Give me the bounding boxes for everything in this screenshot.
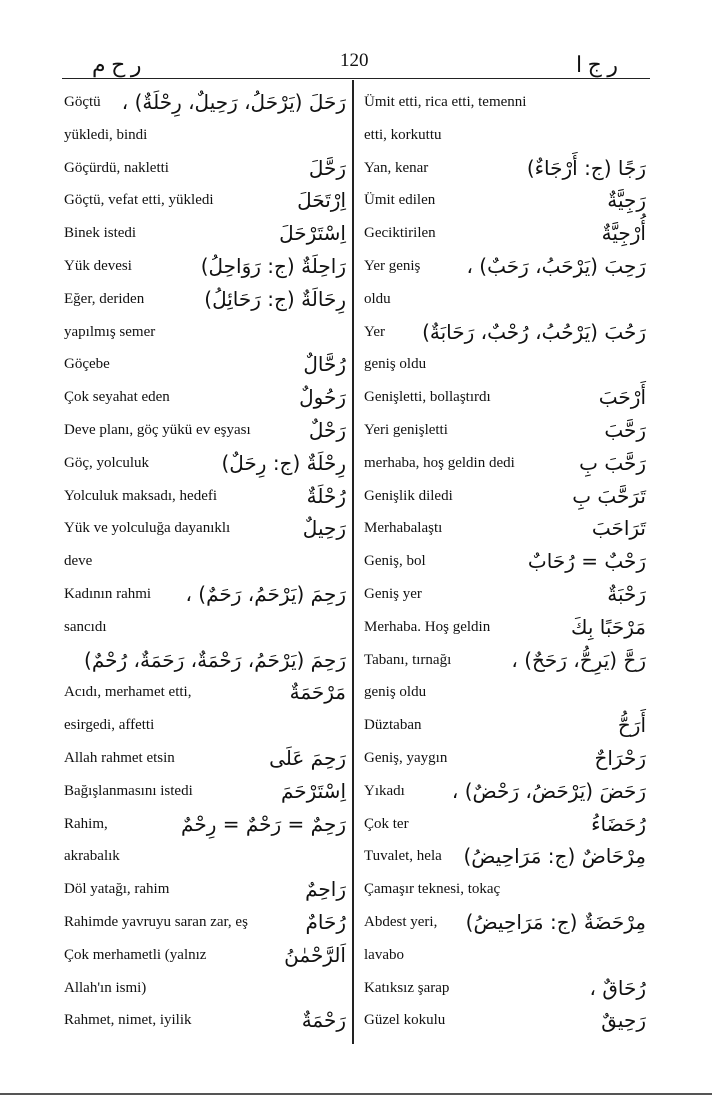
dictionary-entry	[364, 283, 646, 316]
turkish-meaning: Çamaşır teknesi, tokaç	[364, 881, 501, 898]
arabic-headword: رَحِيلٌ	[302, 516, 346, 541]
arabic-headword: أُرْجِيَّةٌ	[601, 221, 646, 246]
turkish-meaning: Çok merhametli (yalnız	[64, 946, 207, 963]
turkish-meaning: Yük devesi	[64, 257, 132, 274]
turkish-meaning: Yıkadı	[364, 782, 405, 799]
arabic-headword: رَجًا (ج: أَرْجَاءٌ)	[526, 155, 646, 180]
dictionary-entry	[64, 447, 346, 480]
turkish-meaning: Ümit edilen	[364, 192, 436, 209]
dictionary-entry	[64, 873, 346, 906]
turkish-meaning: Göç, yolculuk	[64, 454, 149, 471]
dictionary-entry	[364, 840, 646, 873]
dictionary-entry	[364, 644, 646, 677]
turkish-meaning: Yeri genişletti	[364, 421, 448, 438]
dictionary-entry	[364, 873, 646, 906]
turkish-meaning: Yer	[364, 323, 385, 340]
dictionary-entry	[364, 414, 646, 447]
dictionary-entry	[64, 348, 346, 381]
dictionary-entry	[64, 578, 346, 611]
dictionary-entry	[64, 283, 346, 316]
turkish-meaning: akrabalık	[64, 848, 120, 865]
arabic-headword: رُحَامٌ	[305, 909, 346, 934]
dictionary-entry	[364, 348, 646, 381]
turkish-meaning: Acıdı, merhamet etti,	[64, 684, 192, 701]
dictionary-entry	[364, 316, 646, 349]
dictionary-entry	[364, 939, 646, 972]
arabic-headword: رَاحِمٌ	[305, 877, 346, 902]
turkish-meaning: Göçtü	[64, 94, 101, 110]
turkish-meaning: Merhabalaştı	[364, 520, 443, 537]
turkish-meaning: Döl yatağı, rahim	[64, 881, 170, 898]
turkish-meaning: lavabo	[364, 946, 404, 963]
dictionary-entry	[64, 939, 346, 972]
dictionary-entry	[64, 381, 346, 414]
arabic-headword: رِحَالَةٌ (ج: رَحَائِلُ)	[204, 286, 346, 311]
turkish-meaning: Tabanı, tırnağı	[364, 651, 452, 668]
turkish-meaning: Geniş, yaygın	[364, 749, 448, 766]
header-left-mark: ر ح م	[92, 52, 142, 77]
dictionary-entry	[364, 808, 646, 841]
dictionary-entry	[364, 447, 646, 480]
arabic-headword: أَرَحُّ	[617, 713, 646, 738]
dictionary-entry	[64, 250, 346, 283]
dictionary-entry	[64, 1004, 346, 1037]
arabic-headword: رُحْلَةٌ	[306, 483, 346, 508]
dictionary-entry	[364, 578, 646, 611]
header-rule	[62, 78, 650, 79]
turkish-meaning: geniş oldu	[364, 684, 427, 701]
arabic-headword: مِرْحَاضٌ (ج: مَرَاحِيضُ)	[463, 844, 646, 869]
arabic-headword: رُحَضَاءُ	[591, 811, 646, 836]
arabic-headword: رَحِمَ (يَرْحَمُ، رَحْمَةٌ، رَحَمَةٌ، رُحْمٌ)	[84, 647, 346, 672]
arabic-headword: رُحَاقٌ ،	[589, 975, 646, 1000]
dictionary-entry	[364, 217, 646, 250]
arabic-headword: اِسْتَرْحَلَ	[279, 221, 346, 246]
dictionary-entry	[364, 184, 646, 217]
turkish-meaning: Göçürdü, nakletti	[64, 159, 169, 176]
arabic-headword: مَرْحَمَةٌ	[289, 680, 346, 705]
turkish-meaning: Geciktirilen	[364, 225, 436, 242]
turkish-meaning: Göçebe	[64, 356, 110, 373]
dictionary-entry	[64, 840, 346, 873]
dictionary-entry	[64, 152, 346, 185]
dictionary-entry	[64, 184, 346, 217]
turkish-meaning: Rahim,	[64, 815, 108, 832]
dictionary-entry	[64, 414, 346, 447]
turkish-meaning: Abdest yeri,	[364, 913, 438, 930]
dictionary-entry	[64, 906, 346, 939]
turkish-meaning: Güzel kokulu	[364, 1012, 446, 1029]
dictionary-entry	[64, 808, 346, 841]
dictionary-entry	[364, 512, 646, 545]
dictionary-entry	[64, 480, 346, 513]
left-column	[64, 86, 346, 1037]
dictionary-entry	[364, 742, 646, 775]
dictionary-entry	[364, 972, 646, 1005]
dictionary-entry	[364, 381, 646, 414]
dictionary-entry	[364, 1004, 646, 1037]
dictionary-entry	[64, 742, 346, 775]
dictionary-entry	[364, 119, 646, 152]
dictionary-entry	[64, 775, 346, 808]
arabic-headword: رَاحِلَةٌ (ج: رَوَاحِلُ)	[200, 253, 346, 278]
arabic-headword: رَحْمَةٌ	[301, 1008, 346, 1033]
turkish-meaning: Yer geniş	[364, 257, 421, 274]
dictionary-entry	[64, 709, 346, 742]
arabic-headword: رَحِمَ (يَرْحَمُ، رَحَمٌ) ،	[185, 581, 346, 606]
dictionary-entry	[364, 709, 646, 742]
column-divider	[352, 80, 354, 1044]
arabic-headword: رَحَّبَ بِ	[579, 450, 646, 475]
dictionary-entry	[364, 906, 646, 939]
arabic-headword: تَرَاحَبَ	[591, 516, 646, 541]
turkish-meaning: Genişlik diledi	[364, 487, 453, 504]
arabic-headword: رَحِمَ عَلَى	[269, 745, 346, 770]
dictionary-entry	[64, 316, 346, 349]
turkish-meaning: Düztaban	[364, 717, 422, 734]
arabic-headword: رُحَّالٌ	[303, 352, 346, 377]
turkish-meaning: yapılmış semer	[64, 323, 156, 340]
turkish-meaning: Tuvalet, hela	[364, 848, 442, 865]
dictionary-entry	[64, 545, 346, 578]
arabic-headword: رَحْرَاحٌ	[594, 745, 646, 770]
turkish-meaning: geniş oldu	[364, 356, 427, 373]
turkish-meaning: Çok seyahat eden	[64, 389, 170, 406]
arabic-headword: رَحْلٌ	[308, 417, 346, 442]
dictionary-entry	[64, 676, 346, 709]
bottom-edge-line	[0, 1093, 712, 1095]
dictionary-entry	[64, 512, 346, 545]
page-header	[0, 0, 712, 80]
turkish-meaning: Allah rahmet etsin	[64, 749, 175, 766]
dictionary-entry	[64, 972, 346, 1005]
arabic-headword: رَحُبَ (يَرْحُبُ، رُحْبٌ، رَحَابَةٌ)	[422, 319, 646, 344]
dictionary-entry	[364, 775, 646, 808]
turkish-meaning: etti, korkuttu	[364, 126, 442, 143]
turkish-meaning: Geniş yer	[364, 585, 422, 602]
turkish-meaning: Katıksız şarap	[364, 979, 450, 996]
arabic-headword: رَحِبَ (يَرْحَبُ، رَحَبٌ) ،	[466, 253, 646, 278]
turkish-meaning: merhaba, hoş geldin dedi	[364, 454, 515, 471]
arabic-headword: رَحَضَ (يَرْحَضُ، رَحْضٌ) ،	[451, 778, 646, 803]
turkish-meaning: Yük ve yolculuğa dayanıklı	[64, 520, 231, 537]
arabic-headword: مَرْحَبًا بِكَ	[570, 614, 646, 639]
arabic-headword: تَرَحَّبَ بِ	[572, 483, 646, 508]
dictionary-entry	[64, 611, 346, 644]
arabic-headword: رَجِيَّةٌ	[607, 188, 646, 213]
turkish-meaning: Rahmet, nimet, iyilik	[64, 1012, 192, 1029]
right-column	[364, 86, 646, 1037]
arabic-headword: رَحَّبَ	[604, 417, 646, 442]
arabic-headword: رَحَّ (يَرِحُّ، رَحَحٌ) ،	[511, 647, 646, 672]
arabic-headword: رَحُولٌ	[299, 385, 346, 410]
page-number: 120	[340, 50, 369, 71]
turkish-meaning: Çok ter	[364, 815, 409, 832]
arabic-headword: رِحْلَةٌ (ج: رِحَلٌ)	[221, 450, 346, 475]
arabic-headword: رَحْبٌ = رُحَابٌ	[527, 549, 646, 574]
turkish-meaning: yükledi, bindi	[64, 126, 148, 143]
dictionary-entry	[364, 86, 646, 119]
turkish-meaning: Allah'ın ismi)	[64, 979, 147, 996]
arabic-headword: أَرْحَبَ	[598, 385, 646, 410]
dictionary-entry	[364, 152, 646, 185]
dictionary-entry	[64, 86, 346, 119]
turkish-meaning: Binek istedi	[64, 225, 137, 242]
dictionary-entry	[64, 644, 346, 677]
dictionary-entry	[364, 545, 646, 578]
turkish-meaning: Göçtü, vefat etti, yükledi	[64, 192, 214, 209]
arabic-headword: اَلرَّحْمٰنُ	[284, 942, 346, 967]
turkish-meaning: sancıdı	[64, 618, 107, 635]
arabic-headword: اِسْتَرْحَمَ	[280, 778, 346, 803]
dictionary-entry	[364, 480, 646, 513]
arabic-headword: مِرْحَضَةٌ (ج: مَرَاحِيضُ)	[465, 909, 646, 934]
turkish-meaning: Yolculuk maksadı, hedefi	[64, 487, 218, 504]
turkish-meaning: Genişletti, bollaştırdı	[364, 389, 491, 406]
turkish-meaning: Merhaba. Hoş geldin	[364, 618, 491, 635]
arabic-headword: رَحَّلَ	[308, 155, 346, 180]
dictionary-entry	[364, 250, 646, 283]
turkish-meaning: Eğer, deriden	[64, 290, 145, 307]
dictionary-entry	[64, 119, 346, 152]
dictionary-entry	[364, 676, 646, 709]
turkish-meaning: oldu	[364, 290, 391, 307]
turkish-meaning: Kadının rahmi	[64, 585, 152, 602]
header-right-mark: ر ج ا	[576, 52, 618, 77]
arabic-headword: رَحِمٌ = رَحْمٌ = رِحْمٌ	[181, 811, 346, 836]
turkish-meaning: Bağışlanmasını istedi	[64, 782, 193, 799]
arabic-headword: رَحْبَةٌ	[607, 581, 646, 606]
turkish-meaning: Ümit etti, rica etti, temenni	[364, 94, 527, 110]
turkish-meaning: Geniş, bol	[364, 553, 426, 570]
arabic-headword: رَحَلَ (يَرْحَلُ، رَحِيلٌ، رِحْلَةٌ) ،	[121, 90, 346, 114]
turkish-meaning: Yan, kenar	[364, 159, 429, 176]
dictionary-entry	[64, 217, 346, 250]
turkish-meaning: esirgedi, affetti	[64, 717, 155, 734]
arabic-headword: اِرْتَحَلَ	[297, 188, 346, 213]
turkish-meaning: Rahimde yavruyu saran zar, eş	[64, 913, 248, 930]
arabic-headword: رَحِيقٌ	[601, 1008, 646, 1033]
dictionary-entry	[364, 611, 646, 644]
turkish-meaning: Deve planı, göç yükü ev eşyası	[64, 421, 251, 438]
turkish-meaning: deve	[64, 553, 93, 570]
